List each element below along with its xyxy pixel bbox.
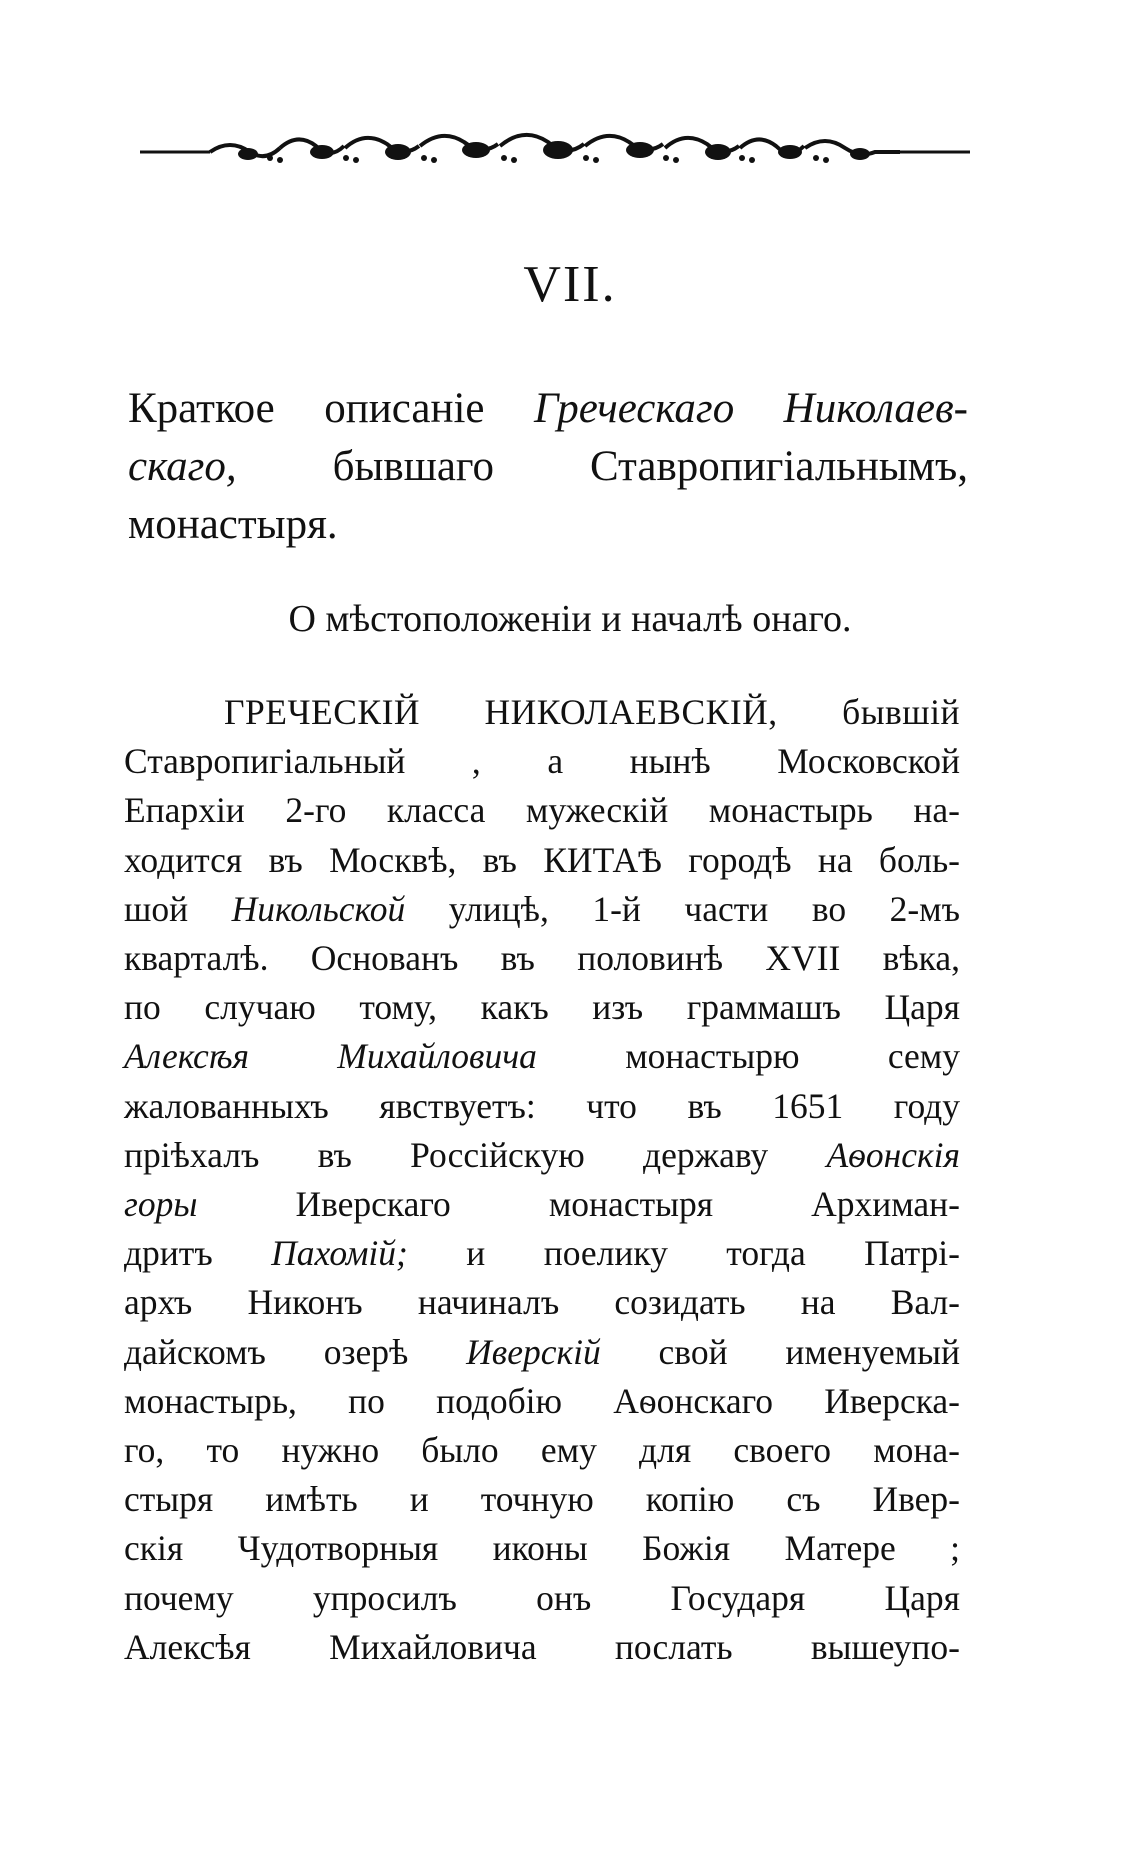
- body-line: Алексѣя Михайловича монастырю сему: [124, 1036, 960, 1077]
- body-line: прiѣхалъ въ Россiйскую державу Аѳонскiя: [124, 1134, 960, 1175]
- body-line: кварталѣ. Основанъ въ половинѣ XVII вѣка,: [124, 938, 960, 979]
- body-line: ГРЕЧЕСКIЙ НИКОЛАЕВСКIЙ, бывшiй: [224, 692, 961, 732]
- title-line: скаго, бывшаго Ставропигiальнымъ,: [128, 443, 968, 490]
- body-line: дритъ Пахомiй; и поелику тогда Патрi-: [124, 1233, 960, 1274]
- body-line: монастырь, по подобiю Аѳонскаго Иверска-: [124, 1380, 960, 1421]
- body-line: ходится въ Москвѣ, въ КИТАѢ городѣ на боль-: [124, 839, 960, 880]
- body-line: по случаю тому, какъ изъ граммашъ Царя: [124, 987, 960, 1028]
- section-subtitle: О мѣстоположенiи и началѣ онаго.: [288, 598, 852, 640]
- title-line: Краткое описанiе Греческаго Николаев-: [128, 385, 968, 432]
- body-line: Алексѣя Михайловича послать вышеупо-: [124, 1626, 960, 1667]
- body-line: Епархiи 2-го класса мужескiй монастырь на-: [124, 790, 960, 831]
- body-line: горы Иверскаго монастыря Архиман-: [124, 1184, 960, 1225]
- ornamental-divider: [140, 118, 970, 178]
- title-line: монастыря.: [128, 501, 338, 548]
- chapter-title: [128, 380, 968, 554]
- body-line: шой Никольской улицѣ, 1-й части во 2-мъ: [124, 888, 960, 929]
- body-line: Ставропигiальный , а нынѣ Московской: [124, 741, 960, 782]
- body-line: дайскомъ озерѣ Иверскiй свой именуемый: [124, 1331, 960, 1372]
- body-line: архъ Никонъ начиналъ созидать на Вал-: [124, 1282, 960, 1323]
- chapter-number: VII.: [523, 256, 617, 313]
- body-text: [124, 688, 960, 1672]
- body-line: го, то нужно было ему для своего мона-: [124, 1430, 960, 1471]
- body-line: почему упросилъ онъ Государя Царя: [124, 1577, 960, 1618]
- body-line: скiя Чудотворныя иконы Божiя Матере ;: [124, 1528, 960, 1569]
- body-line: стыря имѣть и точную копiю съ Ивер-: [124, 1479, 960, 1520]
- body-line: жалованныхъ явствуетъ: что въ 1651 году: [124, 1085, 960, 1126]
